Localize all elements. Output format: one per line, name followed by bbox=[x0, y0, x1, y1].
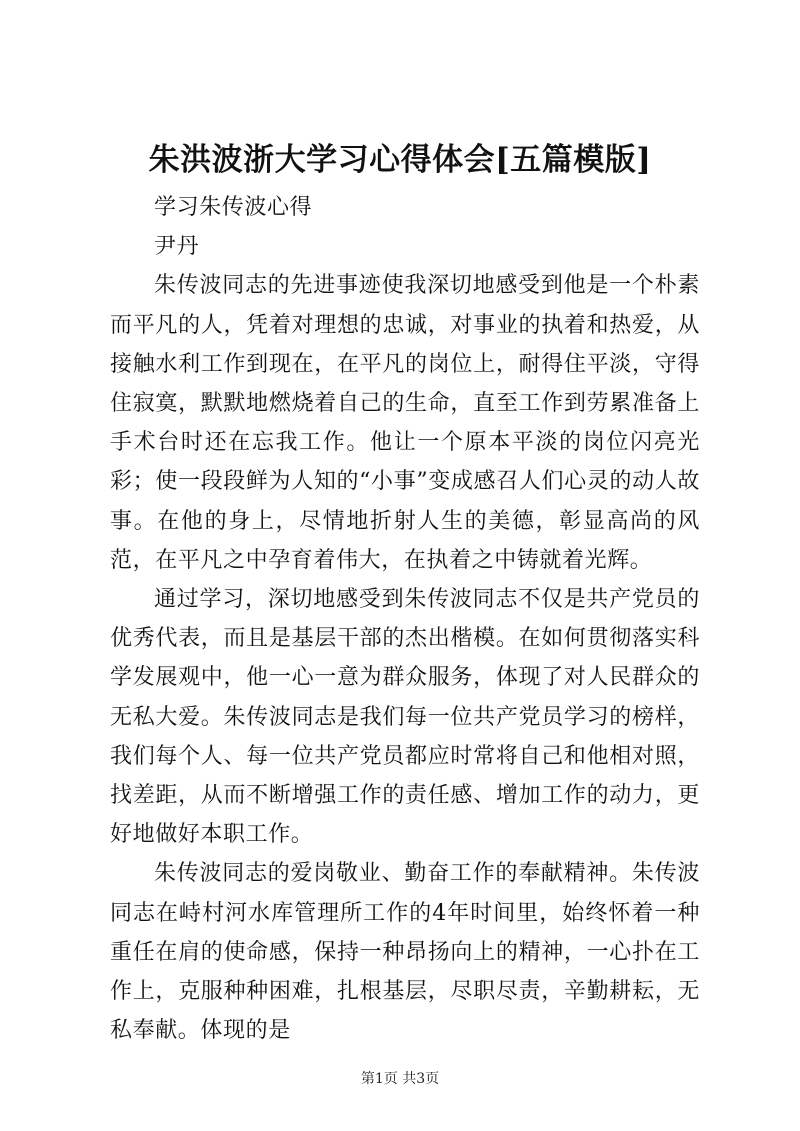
document-title: 朱洪波浙大学习心得体会[五篇模版] bbox=[148, 142, 652, 178]
body-paragraph-2: 通过学习，深切地感受到朱传波同志不仅是共产党员的优秀代表，而且是基层干部的杰出楷模。在如何贯彻落实科学发展观中，他一心一意为群众服务，体现了对人民群众的无私大爱。朱传波同志是我们每一位共产党员学习的榜样，我们每个人、每一位共产党员都应时常将自己和他相对照，找差距，从而不断增强工作的责任感、增加工作的动力，更好地做好本职工作。 bbox=[110, 587, 700, 848]
document-body bbox=[110, 188, 700, 1050]
page-footer: 第1页 共3页 bbox=[360, 1071, 440, 1087]
subtitle-paragraph: 学习朱传波心得 bbox=[154, 195, 313, 220]
body-paragraph-3: 朱传波同志的爱岗敬业、勤奋工作的奉献精神。朱传波同志在峙村河水库管理所工作的4年时间里，始终怀着一种重任在肩的使命感，保持一种昂扬向上的精神，一心扑在工作上，克服种种困难，扎根基层，尽职尽责，辛勤耕耘，无私奉献。体现的是 bbox=[110, 861, 700, 1044]
body-paragraph-1: 朱传波同志的先进事迹使我深切地感受到他是一个朴素而平凡的人，凭着对理想的忠诚，对事业的执着和热爱，从接触水利工作到现在，在平凡的岗位上，耐得住平淡，守得住寂寞，默默地燃烧着自己的生命，直至工作到劳累准备上手术台时还在忘我工作。他让一个原本平淡的岗位闪亮光彩；使一段段鲜为人知的“小事”变成感召人们心灵的动人故事。在他的身上，尽情地折射人生的美德，彰显高尚的风范，在平凡之中孕育着伟大，在执着之中铸就着光辉。 bbox=[110, 273, 700, 573]
author-paragraph: 尹丹 bbox=[154, 234, 200, 260]
